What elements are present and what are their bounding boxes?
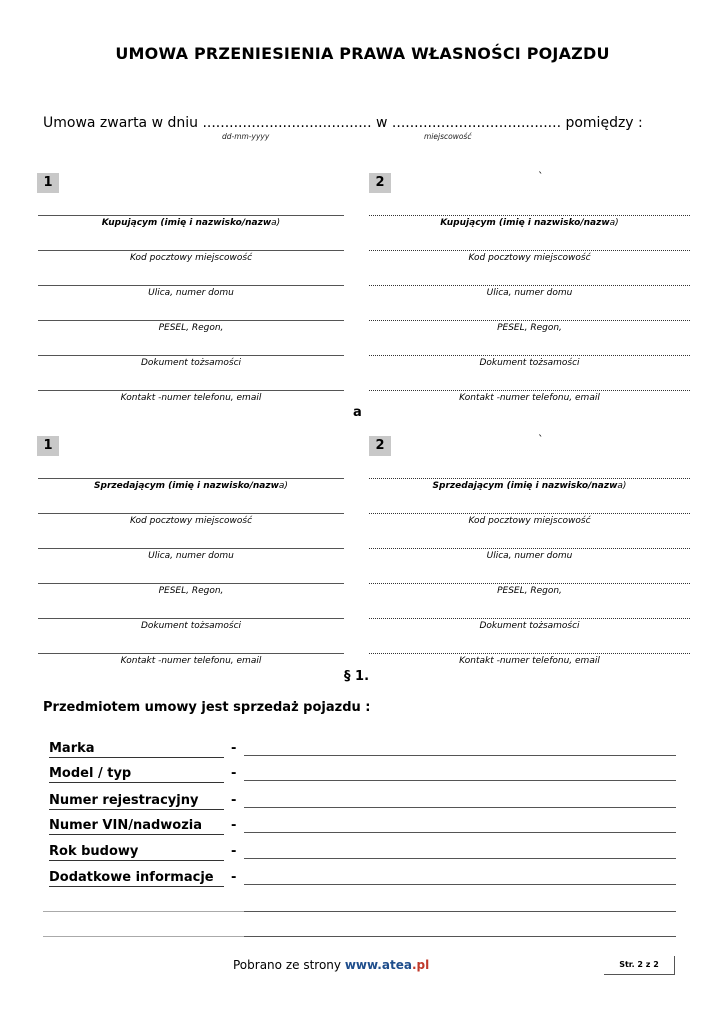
buyers-left-field-caption: Kontakt -numer telefonu, email xyxy=(120,393,262,403)
buyers-left-field-caption: Dokument tożsamości xyxy=(140,358,242,368)
vehicle-field-label: Numer rejestracyjny xyxy=(49,793,224,810)
buyers-right-line[interactable] xyxy=(369,250,690,251)
vehicle-field-label: Dodatkowe informacje xyxy=(49,870,224,887)
subject-heading: Przedmiotem umowy jest sprzedaż pojazdu : xyxy=(43,700,371,715)
buyers-right-field-caption: Dokument tożsamości xyxy=(479,358,580,368)
vehicle-field-input-line[interactable] xyxy=(244,832,676,833)
buyers-right-field-caption: Kod pocztowy miejscowość xyxy=(468,253,591,263)
buyers-left-field-caption: Kod pocztowy miejscowość xyxy=(129,253,253,263)
buyers-right-line[interactable] xyxy=(369,215,690,216)
vehicle-field-dash: - xyxy=(231,870,237,885)
place-hint: miejscowość xyxy=(424,132,472,141)
sellers-left-field-caption: Ulica, numer domu xyxy=(148,551,234,561)
footer-text: Pobrano ze strony xyxy=(233,958,345,972)
vehicle-field-input-line[interactable] xyxy=(244,755,676,756)
date-hint: dd-mm-yyyy xyxy=(222,132,270,141)
vehicle-field-input-line[interactable] xyxy=(244,780,676,781)
extra-line xyxy=(244,911,676,912)
vehicle-field-input-line[interactable] xyxy=(244,858,676,859)
sellers-left-line[interactable] xyxy=(38,618,344,619)
sellers-left-line[interactable] xyxy=(38,653,344,654)
sellers-right-field-caption: Kontakt -numer telefonu, email xyxy=(459,656,600,666)
buyers-left-line[interactable] xyxy=(38,250,344,251)
sellers-left-line[interactable] xyxy=(38,548,344,549)
conjunction: a xyxy=(353,405,362,420)
tick-mark: ` xyxy=(538,433,544,446)
caption-tail: a) xyxy=(271,218,281,228)
caption-bold: Sprzedającym (imię i nazwisko/nazw xyxy=(432,481,618,491)
caption-tail: a) xyxy=(609,218,619,228)
buyers-left-line[interactable] xyxy=(38,390,344,391)
buyers-left-line[interactable] xyxy=(38,320,344,321)
extra-line xyxy=(244,936,676,937)
sellers-left-field-caption: Dokument tożsamości xyxy=(140,621,242,631)
vehicle-field-dash: - xyxy=(231,741,237,756)
buyers-right-line[interactable] xyxy=(369,320,690,321)
vehicle-field-label: Rok budowy xyxy=(49,844,224,861)
footer-source xyxy=(233,958,429,972)
sellers-left-field-caption: Kod pocztowy miejscowość xyxy=(129,516,253,526)
vehicle-field-input-line[interactable] xyxy=(244,807,676,808)
buyers-left-name-caption xyxy=(38,218,344,228)
vehicle-field-dash: - xyxy=(231,793,237,808)
sellers-left-line[interactable] xyxy=(38,478,344,479)
section-mark: § 1. xyxy=(344,669,370,684)
buyers-left-line[interactable] xyxy=(38,285,344,286)
buyer-1-number-box: 1 xyxy=(37,173,59,193)
sellers-left-field-caption: Kontakt -numer telefonu, email xyxy=(120,656,262,666)
vehicle-field-input-line[interactable] xyxy=(244,884,676,885)
tick-mark: ` xyxy=(538,170,544,183)
caption-tail: a) xyxy=(278,481,288,491)
buyers-right-field-caption: Ulica, numer domu xyxy=(486,288,573,298)
buyers-left-line[interactable] xyxy=(38,355,344,356)
vehicle-field-dash: - xyxy=(231,766,237,781)
seller-1-number-box: 1 xyxy=(37,436,59,456)
page-number: Str. 2 z 2 xyxy=(604,956,675,975)
sellers-left-field-caption: PESEL, Regon, xyxy=(158,586,224,596)
sellers-left-name-caption xyxy=(38,481,344,491)
buyers-right-field-caption: PESEL, Regon, xyxy=(497,323,562,333)
seller-2-number-box: 2 xyxy=(369,436,391,456)
buyer-2-number-box: 2 xyxy=(369,173,391,193)
vehicle-field-label: Marka xyxy=(49,741,224,758)
vehicle-field-dash: - xyxy=(231,844,237,859)
buyers-left-line[interactable] xyxy=(38,215,344,216)
page-title: UMOWA PRZENIESIENIA PRAWA WŁASNOŚCI POJAZDU xyxy=(115,44,610,63)
caption-bold: Kupującym (imię i nazwisko/nazw xyxy=(440,218,610,228)
sellers-right-field-caption: Dokument tożsamości xyxy=(479,621,580,631)
sellers-right-field-caption: PESEL, Regon, xyxy=(497,586,562,596)
sellers-right-line[interactable] xyxy=(369,618,690,619)
sellers-left-line[interactable] xyxy=(38,583,344,584)
buyers-left-field-caption: Ulica, numer domu xyxy=(148,288,234,298)
sellers-right-line[interactable] xyxy=(369,478,690,479)
vehicle-field-label: Model / typ xyxy=(49,766,224,783)
sellers-right-line[interactable] xyxy=(369,653,690,654)
sellers-right-line[interactable] xyxy=(369,513,690,514)
buyers-left-field-caption: PESEL, Regon, xyxy=(158,323,224,333)
sellers-left-line[interactable] xyxy=(38,513,344,514)
sellers-right-line[interactable] xyxy=(369,548,690,549)
sellers-right-field-caption: Ulica, numer domu xyxy=(486,551,573,561)
intro-line: Umowa zwarta w dniu ...................................... w ...................................... pomiędzy : xyxy=(43,115,643,131)
vehicle-field-dash: - xyxy=(231,818,237,833)
caption-bold: Kupującym (imię i nazwisko/nazw xyxy=(101,218,272,228)
buyers-right-line[interactable] xyxy=(369,390,690,391)
footer-link[interactable]: www.atea xyxy=(344,958,412,972)
buyers-right-line[interactable] xyxy=(369,355,690,356)
buyers-right-field-caption: Kontakt -numer telefonu, email xyxy=(459,393,600,403)
sellers-right-name-caption xyxy=(369,481,690,491)
caption-tail: a) xyxy=(617,481,627,491)
footer-link-tld[interactable]: .pl xyxy=(411,958,430,972)
vehicle-field-label: Numer VIN/nadwozia xyxy=(49,818,224,835)
sellers-right-field-caption: Kod pocztowy miejscowość xyxy=(468,516,591,526)
buyers-right-line[interactable] xyxy=(369,285,690,286)
sellers-right-line[interactable] xyxy=(369,583,690,584)
buyers-right-name-caption xyxy=(369,218,690,228)
caption-bold: Sprzedającym (imię i nazwisko/nazw xyxy=(94,481,279,491)
